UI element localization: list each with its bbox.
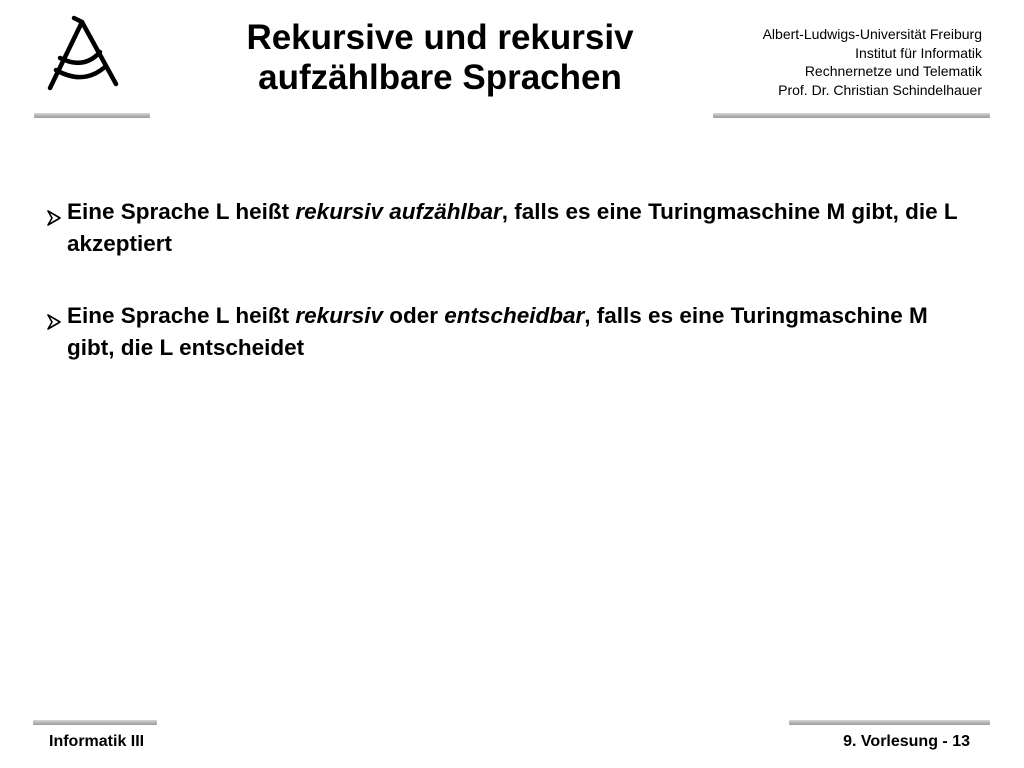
footer-course-name: Informatik III <box>49 733 145 750</box>
bullet-item-recursively-enumerable <box>46 196 976 260</box>
affiliation-block <box>763 25 982 100</box>
arrowhead-bullet-icon <box>46 203 62 219</box>
header-divider-right <box>713 113 990 118</box>
footer-divider-left <box>33 720 157 725</box>
university-logo-icon <box>44 14 124 94</box>
footer-lecture-page: 9. Vorlesung - 13 <box>843 733 970 750</box>
affiliation-institute: Institut für Informatik <box>855 44 982 61</box>
slide-title-line-2: aufzählbare Sprachen <box>258 58 622 97</box>
bullet-text: Eine Sprache L heißt rekursiv aufzählbar, falls es eine Turingmaschine M gibt, die L akzeptiert <box>67 199 958 256</box>
arrowhead-bullet-icon <box>46 307 62 323</box>
term-recursively-enumerable: rekursiv aufzählbar <box>295 199 502 224</box>
term-decidable: entscheidbar <box>444 303 585 328</box>
slide-content <box>46 196 976 404</box>
header-divider-left <box>34 113 150 118</box>
affiliation-chair: Rechnernetze und Telematik <box>804 63 982 80</box>
bullet-text: Eine Sprache L heißt rekursiv oder entscheidbar, falls es eine Turingmaschine M gibt, die L entscheidet <box>67 303 928 360</box>
bullet-item-recursive-decidable <box>46 300 976 364</box>
slide-title <box>170 18 710 98</box>
affiliation-university: Albert-Ludwigs-Universität Freiburg <box>762 26 982 42</box>
affiliation-professor: Prof. Dr. Christian Schindelhauer <box>778 82 982 99</box>
slide-title-line-1: Rekursive und rekursiv <box>246 18 634 57</box>
term-recursive: rekursiv <box>295 303 383 328</box>
footer-divider-right <box>789 720 990 725</box>
